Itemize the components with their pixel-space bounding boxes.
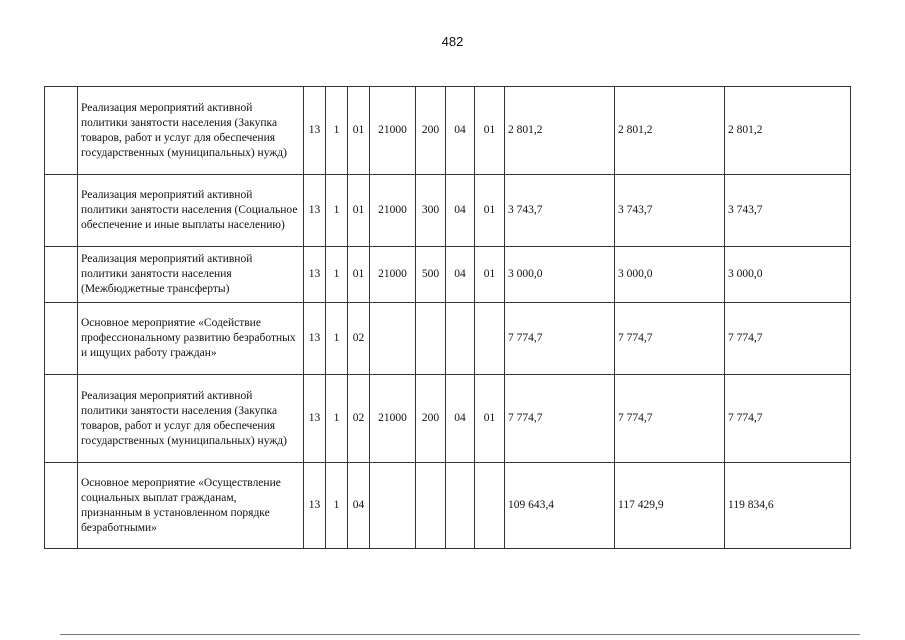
table-row — [45, 247, 851, 303]
budget-table — [44, 86, 851, 549]
code-cell-c1: 13 — [304, 303, 326, 375]
code-cell-c5: 200 — [416, 87, 446, 175]
amount-cell-v3: 2 801,2 — [725, 87, 851, 175]
blank-cell — [45, 87, 78, 175]
page-number: 482 — [441, 34, 464, 49]
code-cell-c3: 01 — [348, 247, 370, 303]
code-cell-c6: 04 — [446, 247, 475, 303]
amount-cell-v2: 117 429,9 — [615, 463, 725, 549]
code-cell-c7: 01 — [475, 247, 505, 303]
code-cell-c6: 04 — [446, 175, 475, 247]
table-row — [45, 175, 851, 247]
code-cell-c1: 13 — [304, 375, 326, 463]
code-cell-c1: 13 — [304, 175, 326, 247]
code-cell-c1: 13 — [304, 247, 326, 303]
description-cell: Реализация мероприятий активной политики занятости населения (Закупка товаров, работ и услуг для обеспечения государственных (муниципальных) нужд) — [78, 375, 304, 463]
code-cell-c7: 01 — [475, 175, 505, 247]
description-cell: Реализация мероприятий активной политики занятости населения (Социальное обеспечение и иные выплаты населению) — [78, 175, 304, 247]
blank-cell — [45, 175, 78, 247]
code-cell-c5: 200 — [416, 375, 446, 463]
amount-cell-v1: 109 643,4 — [505, 463, 615, 549]
amount-cell-v2: 3 743,7 — [615, 175, 725, 247]
blank-cell — [45, 247, 78, 303]
amount-cell-v2: 3 000,0 — [615, 247, 725, 303]
code-cell-c2: 1 — [326, 303, 348, 375]
code-cell-c2: 1 — [326, 87, 348, 175]
code-cell-c1: 13 — [304, 463, 326, 549]
description-cell: Основное мероприятие «Осуществление социальных выплат гражданам, признанным в установленном порядке безработными» — [78, 463, 304, 549]
amount-cell-v1: 7 774,7 — [505, 303, 615, 375]
code-cell-c2: 1 — [326, 463, 348, 549]
code-cell-c2: 1 — [326, 375, 348, 463]
code-cell-c3: 04 — [348, 463, 370, 549]
code-cell-c3: 02 — [348, 303, 370, 375]
amount-cell-v1: 7 774,7 — [505, 375, 615, 463]
description-cell: Реализация мероприятий активной политики занятости населения (Межбюджетные трансферты) — [78, 247, 304, 303]
code-cell-c5: 500 — [416, 247, 446, 303]
code-cell-c3: 01 — [348, 175, 370, 247]
code-cell-c6 — [446, 303, 475, 375]
code-cell-c3: 01 — [348, 87, 370, 175]
code-cell-c6: 04 — [446, 87, 475, 175]
code-cell-c5: 300 — [416, 175, 446, 247]
table-row — [45, 375, 851, 463]
code-cell-c1: 13 — [304, 87, 326, 175]
code-cell-c6: 04 — [446, 375, 475, 463]
code-cell-c4 — [370, 463, 416, 549]
code-cell-c7: 01 — [475, 87, 505, 175]
amount-cell-v1: 3 000,0 — [505, 247, 615, 303]
amount-cell-v3: 119 834,6 — [725, 463, 851, 549]
code-cell-c6 — [446, 463, 475, 549]
blank-cell — [45, 303, 78, 375]
code-cell-c4 — [370, 303, 416, 375]
blank-cell — [45, 463, 78, 549]
amount-cell-v1: 3 743,7 — [505, 175, 615, 247]
amount-cell-v3: 3 000,0 — [725, 247, 851, 303]
amount-cell-v1: 2 801,2 — [505, 87, 615, 175]
amount-cell-v2: 7 774,7 — [615, 375, 725, 463]
bottom-rule — [60, 634, 860, 635]
table-row — [45, 463, 851, 549]
code-cell-c2: 1 — [326, 247, 348, 303]
code-cell-c4: 21000 — [370, 247, 416, 303]
code-cell-c4: 21000 — [370, 87, 416, 175]
code-cell-c5 — [416, 303, 446, 375]
description-cell: Реализация мероприятий активной политики занятости населения (Закупка товаров, работ и услуг для обеспечения государственных (муниципальных) нужд) — [78, 87, 304, 175]
code-cell-c7 — [475, 463, 505, 549]
code-cell-c2: 1 — [326, 175, 348, 247]
code-cell-c5 — [416, 463, 446, 549]
amount-cell-v2: 2 801,2 — [615, 87, 725, 175]
code-cell-c7: 01 — [475, 375, 505, 463]
amount-cell-v3: 7 774,7 — [725, 375, 851, 463]
description-cell: Основное мероприятие «Содействие профессиональному развитию безработных и ищущих работу граждан» — [78, 303, 304, 375]
amount-cell-v3: 3 743,7 — [725, 175, 851, 247]
blank-cell — [45, 375, 78, 463]
table-row — [45, 303, 851, 375]
amount-cell-v3: 7 774,7 — [725, 303, 851, 375]
code-cell-c7 — [475, 303, 505, 375]
code-cell-c4: 21000 — [370, 175, 416, 247]
table-row — [45, 87, 851, 175]
amount-cell-v2: 7 774,7 — [615, 303, 725, 375]
code-cell-c3: 02 — [348, 375, 370, 463]
code-cell-c4: 21000 — [370, 375, 416, 463]
